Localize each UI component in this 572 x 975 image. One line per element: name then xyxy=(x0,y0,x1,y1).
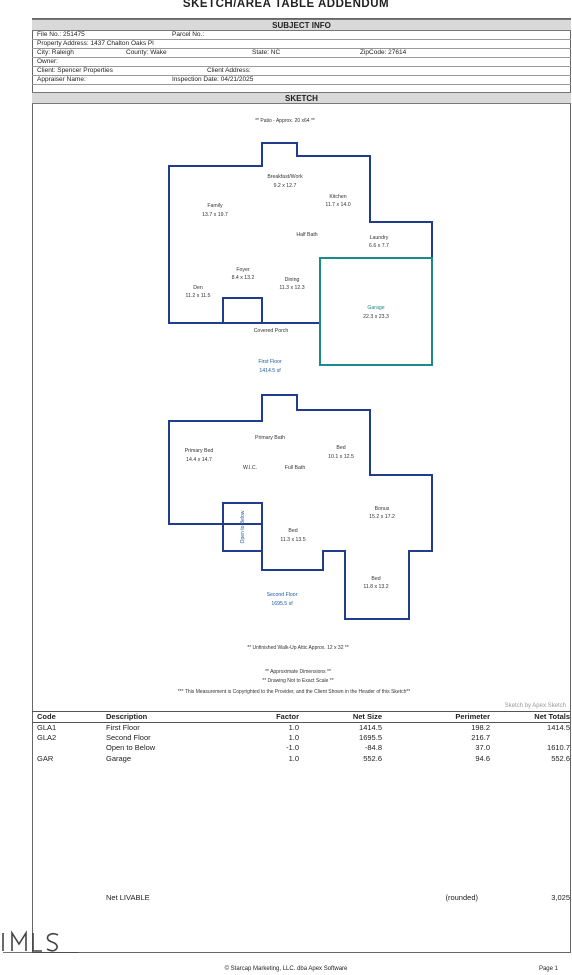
room-dims: 14.4 x 14.7 xyxy=(186,457,212,463)
subject-row-1 xyxy=(32,31,571,40)
first-floor-label: First Floor xyxy=(258,359,282,365)
subject-row-4 xyxy=(32,58,571,67)
room-name: Bed xyxy=(371,576,381,582)
sketch-credit: Sketch by Apex Sketch xyxy=(504,703,566,709)
net-livable-value: 3,025 xyxy=(551,893,570,902)
room-dims: 15.2 x 17.2 xyxy=(369,514,395,520)
col-description: Description xyxy=(106,712,148,721)
row-perimeter: 216.7 xyxy=(471,733,490,742)
note-dimensions: ** Approximate Dimensions ** xyxy=(265,669,331,675)
room-name: Covered Porch xyxy=(253,328,289,334)
first-floor-area: 1414.5 sf xyxy=(259,368,281,374)
room-name: Foyer xyxy=(236,267,250,273)
floor-plan-sketch xyxy=(32,104,571,711)
row-description: Second Floor xyxy=(106,733,151,742)
room-name: Primary Bath xyxy=(255,435,285,441)
open-to-below-label: Open to Below xyxy=(240,510,246,544)
property-address: Property Address: 1437 Chalton Oaks Pl xyxy=(37,40,154,47)
room-name: Primary Bed xyxy=(184,448,214,454)
room-dims: 11.8 x 13.2 xyxy=(363,584,389,590)
footer-page: Page 1 xyxy=(538,966,558,972)
garage-outline xyxy=(320,258,432,365)
row-net-size: 1695.5 xyxy=(359,733,382,742)
room-dims: 11.2 x 11.5 xyxy=(185,293,211,299)
note-scale: ** Drawing Not to Exact Scale ** xyxy=(262,678,334,684)
row-net-total: 1414.5 xyxy=(547,723,570,732)
room-name: Bonus xyxy=(374,506,390,512)
row-perimeter: 37.0 xyxy=(475,743,490,752)
parcel-no: Parcel No.: xyxy=(172,31,205,38)
subject-info-header: SUBJECT INFO xyxy=(32,19,571,31)
row-factor: 1.0 xyxy=(288,723,299,732)
patio-note: ** Patio - Approx. 20 x64 ** xyxy=(255,118,315,124)
row-description: Open to Below xyxy=(106,743,156,752)
row-factor: 1.0 xyxy=(288,754,299,763)
sketch-header: SKETCH xyxy=(32,92,571,104)
row-factor: 1.0 xyxy=(288,733,299,742)
table-row xyxy=(32,733,571,743)
owner: Owner: xyxy=(37,58,58,65)
second-floor-area: 1695.5 sf xyxy=(271,601,293,607)
row-description: Garage xyxy=(106,754,132,763)
garage-label: Garage xyxy=(367,305,385,311)
appraiser-name: Appraiser Name: xyxy=(37,76,86,83)
state: State: NC xyxy=(252,49,281,56)
room-name: Bed xyxy=(288,528,298,534)
row-net-size: 552.6 xyxy=(363,754,382,763)
col-net-totals: Net Totals xyxy=(534,712,570,721)
subject-row-5 xyxy=(32,67,571,76)
second-floor-label: Second Floor xyxy=(266,592,298,598)
room-dims: 11.3 x 12.3 xyxy=(279,285,305,291)
row-description: First Floor xyxy=(106,723,140,732)
subject-row-6 xyxy=(32,76,571,85)
room-name: Dining xyxy=(284,277,300,283)
room-name: Bed xyxy=(336,445,346,451)
row-net-size: -84.8 xyxy=(364,743,382,752)
attic-note: ** Unfinished Walk-Up Attic Approx. 12 x 32 ** xyxy=(247,645,349,651)
col-perimeter: Perimeter xyxy=(455,712,490,721)
row-code: GLA1 xyxy=(37,723,57,732)
table-row xyxy=(32,754,571,764)
room-name: W.I.C. xyxy=(242,465,258,471)
room-name: Full Bath xyxy=(284,465,306,471)
room-dims: 8.4 x 13.2 xyxy=(231,275,255,281)
room-name: Den xyxy=(193,285,203,291)
county: County: Wake xyxy=(126,49,167,56)
col-code: Code xyxy=(37,712,56,721)
inspection-date: Inspection Date: 04/21/2025 xyxy=(172,76,254,83)
mls-logo xyxy=(0,930,80,954)
room-dims: 10.1 x 12.5 xyxy=(328,454,354,460)
rounded-label: (rounded) xyxy=(445,893,478,902)
note-copyright: *** This Measurement is Copyrighted to the Provider, and the Client Shown in the Header of this Sketch** xyxy=(177,689,411,695)
room-dims: 11.7 x 14.0 xyxy=(325,202,351,208)
col-factor: Factor xyxy=(276,712,299,721)
room-name: Breakfast/Work xyxy=(267,174,303,180)
zip-code: ZipCode: 27614 xyxy=(360,49,407,56)
room-name: Kitchen xyxy=(329,194,347,200)
subject-row-3 xyxy=(32,49,571,58)
net-livable-row xyxy=(32,893,571,903)
row-code: GAR xyxy=(37,754,54,763)
client: Client: Spencer Properties xyxy=(37,67,113,74)
table-row xyxy=(32,743,571,753)
city: City: Raleigh xyxy=(37,49,74,56)
row-net-total: 552.6 xyxy=(551,754,570,763)
row-perimeter: 198.2 xyxy=(471,723,490,732)
row-perimeter: 94.6 xyxy=(475,754,490,763)
row-factor: -1.0 xyxy=(286,743,299,752)
row-net-total: 1610.7 xyxy=(547,743,570,752)
page-title: SKETCH/AREA TABLE ADDENDUM xyxy=(182,0,390,10)
subject-row-2 xyxy=(32,40,571,49)
room-dims: 6.6 x 7.7 xyxy=(369,243,389,249)
table-row xyxy=(32,723,571,733)
row-code: GLA2 xyxy=(37,733,57,742)
col-net-size: Net Size xyxy=(352,712,382,721)
room-dims: 13.7 x 19.7 xyxy=(202,212,228,218)
client-address: Client Address: xyxy=(207,67,251,74)
room-dims: 9.2 x 12.7 xyxy=(273,183,297,189)
room-name: Half Bath xyxy=(296,232,318,238)
area-table-header xyxy=(32,712,571,722)
footer-copyright: © Starcap Marketing, LLC. dba Apex Software xyxy=(224,966,348,972)
room-name: Laundry xyxy=(369,235,389,241)
row-net-size: 1414.5 xyxy=(359,723,382,732)
room-name: Family xyxy=(207,203,223,209)
second-floor-outline xyxy=(169,395,432,619)
room-dims: 11.3 x 13.5 xyxy=(280,537,306,543)
file-no: File No.: 251475 xyxy=(37,31,85,38)
net-livable-label: Net LIVABLE xyxy=(106,893,150,902)
garage-dims: 22.3 x 23.3 xyxy=(363,314,389,320)
